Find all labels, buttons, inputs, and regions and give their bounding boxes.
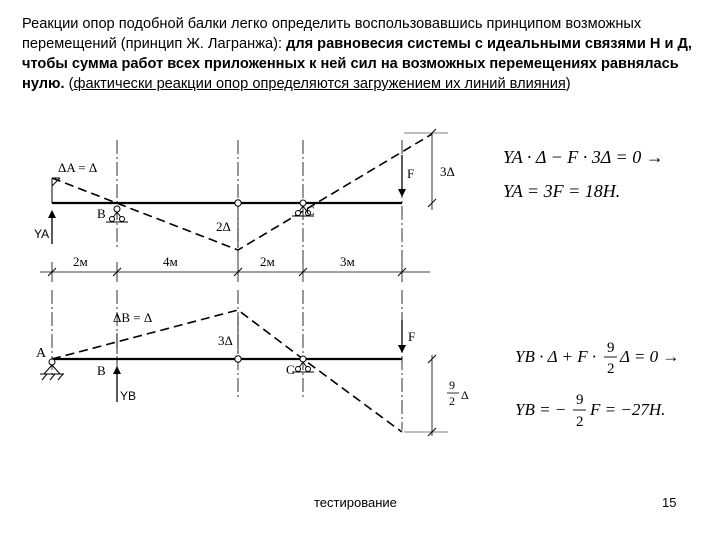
equation-bottom-1-num: 9 (607, 340, 615, 356)
bottom-reaction-label: YB (120, 389, 137, 403)
bottom-diagram (36, 290, 469, 436)
bottom-frac-den: 2 (449, 394, 455, 408)
equation-bottom-1-right: Δ = 0 → (620, 347, 680, 366)
equations-top (503, 147, 664, 201)
equation-bottom-2-den: 2 (576, 414, 584, 430)
intro-text-paren-open: ( (64, 76, 74, 92)
top-three-delta-label: 3Δ (440, 164, 455, 179)
bottom-hinge (235, 356, 241, 362)
footer-label: тестирование (314, 495, 397, 510)
equation-bottom-1-left: YB · Δ + F · (515, 347, 597, 366)
equation-top-2: YA = 3F = 18H. (503, 181, 621, 201)
dimension-1: 2м (73, 254, 88, 269)
dimension-2: 4м (163, 254, 178, 269)
top-influence-line (52, 134, 432, 250)
equation-top-1: YA · Δ − F · 3Δ = 0 → (503, 147, 664, 167)
equation-bottom-2-num: 9 (576, 392, 584, 408)
bottom-support-b-label: B (97, 363, 106, 378)
bottom-three-delta-label: 3Δ (218, 333, 233, 348)
bottom-force-label: F (408, 329, 416, 344)
intro-text-1: Реакции опор подобной балки легко определить воспользовавшись принципом возможных перемещений (принцип Ж. Лагранжа): (22, 16, 642, 52)
bottom-frac-delta: Δ (461, 388, 469, 402)
dimension-4: 3м (340, 254, 355, 269)
top-support-c-label: C (306, 203, 315, 218)
top-delta-a-label: ΔA = Δ (58, 160, 98, 175)
equation-bottom-1-den: 2 (607, 361, 615, 377)
top-diagram (34, 129, 455, 262)
dimension-line (40, 254, 430, 282)
top-hinge (235, 200, 241, 206)
intro-text-underlined: фактически реакции опор определяются загружением их линий влияния (73, 76, 566, 92)
top-force-label: F (407, 166, 415, 181)
page-number: 15 (662, 495, 677, 510)
equation-bottom-2-left: YB = − (515, 400, 567, 419)
top-reaction-label: YA (34, 227, 50, 241)
intro-text-bold: для равновесия системы с идеальными связями Н и Д, чтобы сумма работ всех приложенных к ней сил на возможных перемещениях равнялась нулю. (22, 36, 692, 92)
bottom-delta-b-label: ΔB = Δ (113, 310, 153, 325)
dimension-3: 2м (260, 254, 275, 269)
top-support-b-label: B (97, 206, 106, 221)
top-two-delta-label: 2Δ (216, 219, 231, 234)
intro-text-paren-close: ) (565, 76, 571, 92)
equations-bottom (515, 340, 679, 430)
bottom-frac-num: 9 (449, 378, 455, 392)
bottom-support-a-label: A (36, 346, 47, 361)
equation-bottom-2-right: F = −27H. (590, 400, 666, 419)
bottom-support-c-label: C (286, 362, 295, 377)
